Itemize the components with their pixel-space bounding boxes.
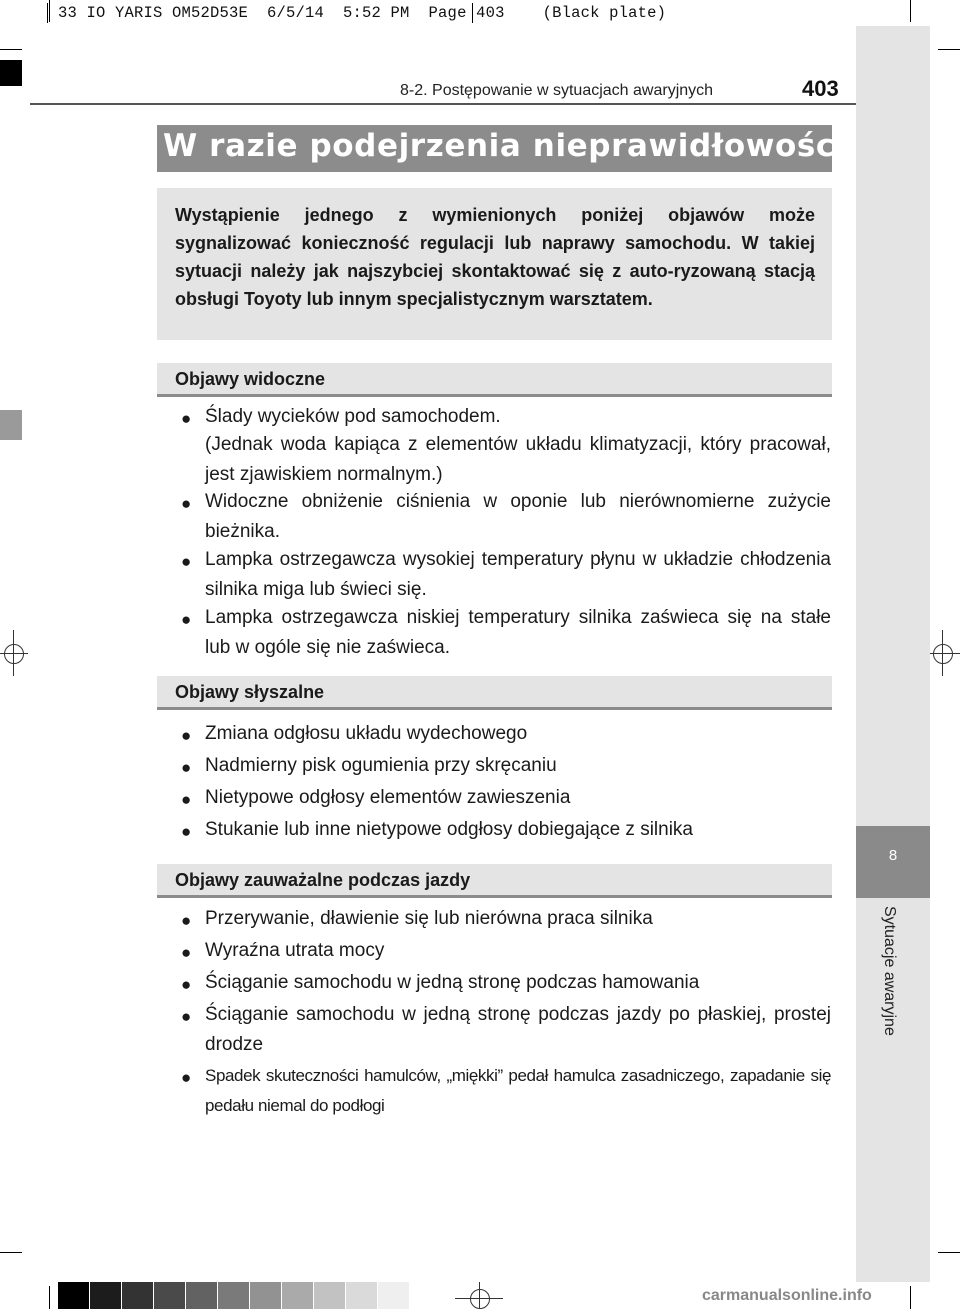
running-header: 8-2. Postępowanie w sytuacjach awaryjnych [400,82,714,99]
crop-mark [938,49,960,50]
color-swatch [250,1282,281,1309]
list-item: Stukanie lub inne nietypowe odgłosy dobiegające z silnika [205,819,693,840]
page-number: 403 [802,76,839,101]
bullet: ● [181,822,192,841]
color-swatch [186,1282,217,1309]
registration-mark [933,644,953,664]
registration-mark [4,644,24,664]
list-item: Przerywanie, dławienie się lub nierówna praca silnika [205,908,653,929]
bullet: ● [181,975,192,994]
watermark: carmanualsonline.info [702,1287,872,1304]
color-swatch [378,1282,409,1309]
crop-mark [938,1252,960,1253]
registration-mark [479,1282,480,1309]
side-marker [0,410,22,440]
bullet: ● [181,610,192,629]
crop-mark [49,0,50,22]
bullet: ● [181,790,192,809]
list-item: Ściąganie samochodu w jedną stronę podczas hamowania [205,972,700,993]
chapter-tab [856,26,930,1282]
color-swatch [122,1282,153,1309]
color-swatch [218,1282,249,1309]
crop-mark [0,1252,22,1253]
color-swatch [90,1282,121,1309]
list-item: Ślady wycieków pod samochodem. [205,406,501,427]
page-title: W razie podejrzenia nieprawidłowości [163,128,847,164]
registration-mark [13,630,14,676]
section-title: Objawy słyszalne [175,682,325,702]
bullet: ● [181,943,192,962]
color-swatch [314,1282,345,1309]
list-item: Wyraźna utrata mocy [205,940,385,961]
list-item: Zmiana odgłosu układu wydechowego [205,723,528,744]
list-item: Nadmierny pisk ogumienia przy skręcaniu [205,755,557,776]
registration-mark [942,630,943,676]
color-swatch [346,1282,377,1309]
bullet: ● [181,726,192,745]
list-item: Lampka ostrzegawcza niskiej temperatury silnika zaświeca się na stałe lub w ogóle się nie zaświeca. [205,607,831,658]
crop-mark [910,0,911,22]
bullet: ● [181,1068,192,1087]
bullet: ● [181,1007,192,1026]
color-swatch [282,1282,313,1309]
color-swatch [58,1282,89,1309]
color-swatch [154,1282,185,1309]
bullet: ● [181,911,192,930]
list-item: Nietypowe odgłosy elementów zawieszenia [205,787,571,808]
registration-mark [470,1289,490,1309]
bullet: ● [181,494,192,513]
section-title: Objawy widoczne [175,369,326,389]
bullet: ● [181,552,192,571]
registration-mark [0,653,28,654]
crop-mark [0,49,22,50]
list-item-note: (Jednak woda kapiąca z elementów układu klimatyzacji, który pracował, jest zjawiskiem normalnym.) [205,434,831,485]
registration-mark [928,653,960,654]
list-item: Lampka ostrzegawcza wysokiej temperatury płynu w układzie chłodzenia silnika miga lub świeci się. [205,549,831,600]
plate-line: 33 IO YARIS OM52D53E 6/5/14 5:52 PM Page 403 (Black plate) [58,4,667,22]
bullet: ● [181,758,192,777]
section-title: Objawy zauważalne podczas jazdy [175,870,471,890]
header-rule [30,103,856,105]
plate-divider [47,3,48,23]
chapter-number: 8 [888,847,898,864]
corner-block [0,60,22,86]
list-item: Widoczne obniżenie ciśnienia w oponie lub nierównomierne zużycie bieżnika. [205,491,831,542]
intro-text: Wystąpienie jednego z wymienionych poniżej objawów może sygnalizować konieczność regulacji lub naprawy samochodu. W takiej sytuacji należy jak najszybciej skontaktować się z auto-ryzowaną stacją obsługi Toyoty lub innym specjalistycznym warsztatem. [175,205,815,309]
bullet: ● [181,409,192,428]
list-item: Ściąganie samochodu w jedną stronę podczas jazdy po płaskiej, prostej drodze [205,1004,831,1055]
list-item: Spadek skuteczności hamulców, „miękki” pedał hamulca zasadniczego, zapadanie się pedału niemal do podłogi [205,1066,831,1115]
crop-mark [910,1286,911,1309]
crop-mark [49,1286,50,1309]
chapter-title: Sytuacje awaryjne [881,906,898,1036]
